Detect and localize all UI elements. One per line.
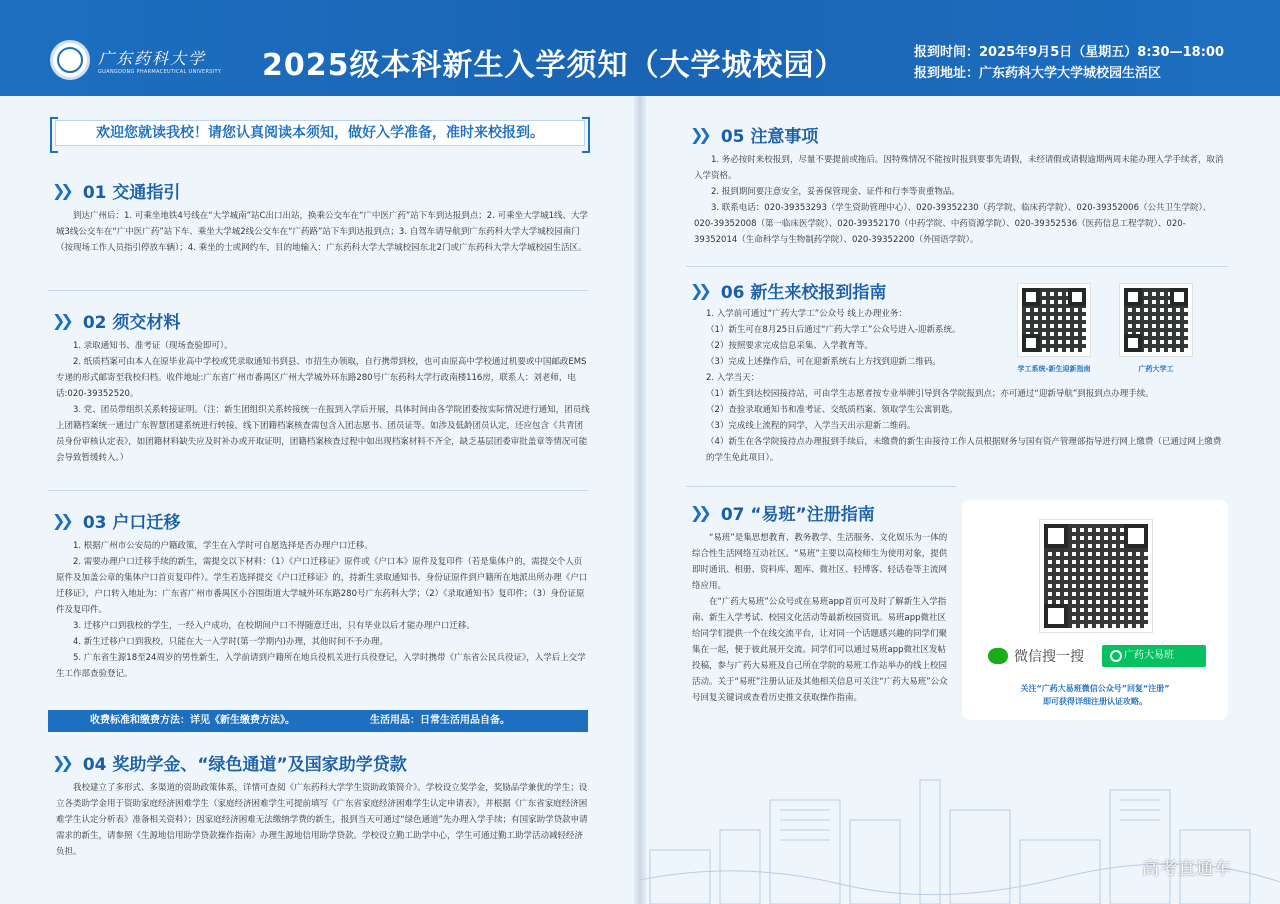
chevron-right-icon: ❯❯ — [690, 281, 707, 300]
divider — [48, 490, 588, 491]
qr-code-student-affairs[interactable] — [1120, 284, 1192, 356]
chevron-right-icon: ❯❯ — [52, 511, 69, 530]
section-body-yiban: “易班”是集思想教育、教务教学、生活服务、文化娱乐为一体的综合性生活网络互动社区。“易班”主要以高校师生为使用对象，提供即时通讯、相册、资料库、题库、微社区、轻博客、轻话卷等主流网络应用。 在“广药大易班”公众号或在易班app首页可及时了解新生入学指南、新生入学考试、校园文化活动等最新校园资讯。易班app微社区给同学们提供一个在线交流平台，让对同一个话题感兴趣的同学们聚集在一起，便于彼此展开交流。同学们可以通过易班app微社区发帖投稿，参与广药大易班及自己所在学院的易班工作站举办的线上校园活动。关于“易班”注册认证及其他相关信息可关注“广药大易班”公众号回复关键词或查看历史推文获取操作指南。 — [692, 533, 948, 703]
university-seal-icon — [50, 40, 90, 80]
section-heading-transport: ❯❯ 01 交通指引 — [52, 181, 181, 203]
chevron-right-icon: ❯❯ — [52, 753, 69, 772]
chevron-right-icon: ❯❯ — [52, 311, 69, 330]
wechat-search-box[interactable]: 广药大易班 — [1102, 645, 1206, 667]
qr-caption-welcome-system: 学工系统-新生迎新指南 — [1017, 365, 1091, 373]
logo-name-cn: 广东药科大学 — [98, 48, 207, 68]
registration-place: 报到地址：广东药科大学大学城校园生活区 — [914, 66, 1162, 81]
section-body-registration-online: 1. 入学前可通过“广药大学工”公众号 线上办理业务： （1）新生可在8月25日后通过“广药大学工”公众号进入-迎新系统。 （2）按照要求完成信息采集、入学教育等。 （3）完成上述操作后，可在迎新系统右上方找到迎新二维码。 2. 入学当天： — [706, 309, 961, 383]
header-bar — [0, 0, 1280, 96]
section-body-transport: 到达广州后：1. 可乘坐地铁4号线在“大学城南”站C出口出站，换乘公交车在“广中医广药”站下车到达报到点；2. 可乘坐大学城1线、大学城3线公交车在“广中医广药”站下车、乘坐大学城2线公交车在“广药路”站下车到达报到点；3. 自驾车请导航到广东药科大学大学城校园南门（按现场工作人员指引停放车辆）；4. 乘坐的士或网约车，目的地输入：广东药科大学大学城校园东北2门或广东药科大学大学城校园生活区。 — [56, 211, 588, 253]
qr-code-welcome-system[interactable] — [1018, 284, 1090, 356]
fee-info: 收费标准和缴费方法：详见《新生缴费方法》。 — [90, 715, 295, 726]
section-body-aid: 我校建立了多形式、多渠道的资助政策体系，详情可查阅《广东药科大学学生资助政策简介》。学校设立奖学金，奖励品学兼优的学生；设立各类助学金用于资助家庭经济困难学生（家庭经济困难学生可提前填写《广东省家庭经济困难学生认定申请表》，并根据《广东省家庭经济困难学生认定分析表》准备相关资料）；因家庭经济困难无法缴纳学费的新生，报到当天可通过“绿色通道”先办理入学手续；有国家助学贷款申请需求的新生，请参照《生源地信用助学贷款操作指南》办理生源地信用助学贷款。学校设立勤工助学中心，学生可通过勤工助学活动减轻经济负担。 — [56, 783, 588, 857]
section-heading-materials: ❯❯ 02 须交材料 — [52, 311, 181, 333]
section-heading-notes: ❯❯ 05 注意事项 — [690, 125, 819, 147]
welcome-banner: 欢迎您就读我校！请您认真阅读本须知，做好入学准备，准时来校报到。 — [55, 120, 585, 146]
section-body-notes: 1. 务必按时来校报到，尽量不要提前或拖后。因特殊情况不能按时报到要事先请假，未经请假或请假逾期两周未能办理入学手续者，取消入学资格。 2. 报到期间要注意安全，妥善保管现金、证件和行李等贵重物品。 3. 联系电话：020-39353293（学生资助管理中心）、020-39352230（药学院、临床药学院）、020-39352006（公共卫生学院）、020-39352008（第一临床医学院）、020-39352170（中药学院、中药资源学院）、020-39352536（医药信息工程学院）、020-39352014（生命科学与生物制药学院）、020-39352200（外国语学院）。 — [694, 155, 1224, 245]
section-heading-household: ❯❯ 03 户口迁移 — [52, 511, 181, 533]
chevron-right-icon: ❯❯ — [690, 125, 707, 144]
registration-time: 报到时间：2025年9月5日（星期五）8:30—18:00 — [914, 45, 1224, 60]
divider — [48, 290, 588, 291]
supplies-info: 生活用品：日常生活用品自备。 — [370, 715, 510, 726]
yiban-caption: 关注“广药大易班微信公众号”回复“注册” 即可获得详细注册认证攻略。 — [1020, 684, 1170, 706]
registration-info — [914, 42, 1224, 84]
watermark: 高考直通车 — [1142, 859, 1232, 879]
section-body-household: 1. 根据广州市公安局的户籍政策，学生在入学时可自愿选择是否办理户口迁移。 2. 需要办理户口迁移手续的新生，需提交以下材料：（1）《户口迁移证》原件或《户口本》原件及复印件（若是集体户的，需提交个人页原件及加盖公章的集体户口首页复印件）。学生若选择提交《户口迁移证》的，持新生录取通知书、身份证原件到户籍所在地派出所办理《户口迁移证》，户口转入地址为：广东省广州市番禺区小谷围街道大学城外环东路280号广东药科大学；（2）《录取通知书》复印件；（3）身份证原件及复印件。 3. 迁移户口到我校的学生，一经入户成功，在校期间户口不得随意迁出，只有毕业以后才能办理户口迁移。 4. 新生迁移户口到我校，只能在大一入学时(第一学期内)办理，其他时间不予办理。 5. 广东省生源18至24周岁的男性新生，入学前请到户籍所在地兵役机关进行兵役登记，入学时携带《广东省公民兵役证》，入学后上交学生工作部查验登记。 — [56, 541, 588, 679]
divider — [686, 486, 956, 487]
section-heading-aid: ❯❯ 04 奖助学金、“绿色通道”及国家助学贷款 — [52, 753, 407, 775]
chevron-right-icon: ❯❯ — [690, 503, 707, 522]
page-title: 2025级本科新生入学须知（大学城校园） — [262, 48, 846, 83]
fee-banner — [48, 710, 588, 732]
section-heading-yiban: ❯❯ 07 “易班”注册指南 — [690, 503, 875, 525]
campus-skyline-illustration — [640, 760, 1280, 904]
logo-name-en: GUANGDONG PHARMACEUTICAL UNIVERSITY — [98, 68, 222, 75]
qr-caption-student-affairs: 广药大学工 — [1138, 365, 1174, 373]
divider — [686, 266, 1228, 267]
wechat-search-label: 微信搜一搜 — [988, 646, 1084, 666]
qr-code-yiban[interactable] — [1040, 520, 1152, 632]
section-body-registration-day: （1）新生到达校园接待站，可由学生志愿者按专业举牌引导到各学院报到点；亦可通过“迎新导航”到报到点办理手续。 （2）查验录取通知书和准考证、交纸质档案、领取学生公寓钥匙。 （3）完成线上流程的同学，入学当天出示迎新二维码。 （4）新生在各学院接待点办理报到手续后，未缴费的新生由接待工作人员根据财务与国有资产管理部指导进行网上缴费（已通过网上缴费的学生免此项目）。 — [706, 389, 1222, 463]
section-heading-registration: ❯❯ 06 新生来校报到指南 — [690, 281, 887, 303]
section-body-materials: 1. 录取通知书、准考证（现场查验即可）。 2. 纸质档案可由本人在原毕业高中学校或凭录取通知书到县、市招生办领取，自行携带到校，也可由原高中学校通过机要或中国邮政EMS专递的形式邮寄至我校归档。收件地址:广东省广州市番禺区广州大学城外环东路280号广东药科大学行政南楼116房，联系人：刘老师，电话:020-39352520。 3. 党、团员带组织关系转接证明。（注：新生团组织关系转接统一在报到入学后开展，具体时间由各学院团委按实际情况进行通知，团员线上团籍档案统一通过广东智慧团建系统进行转接，线下团籍档案核查需包含入团志愿书、团员证等。如涉及低龄团员认定，还应包含《共青团员身份审核认定表》，如团籍材料缺失应及时补办或开取证明，团籍档案核查过程中如出现档案材料不齐全，缺乏基层团委审批盖章等情况可能会导致暂缓转入。） — [56, 341, 590, 463]
wechat-icon — [988, 648, 1008, 664]
university-logo — [50, 40, 221, 80]
chevron-right-icon: ❯❯ — [52, 181, 69, 200]
